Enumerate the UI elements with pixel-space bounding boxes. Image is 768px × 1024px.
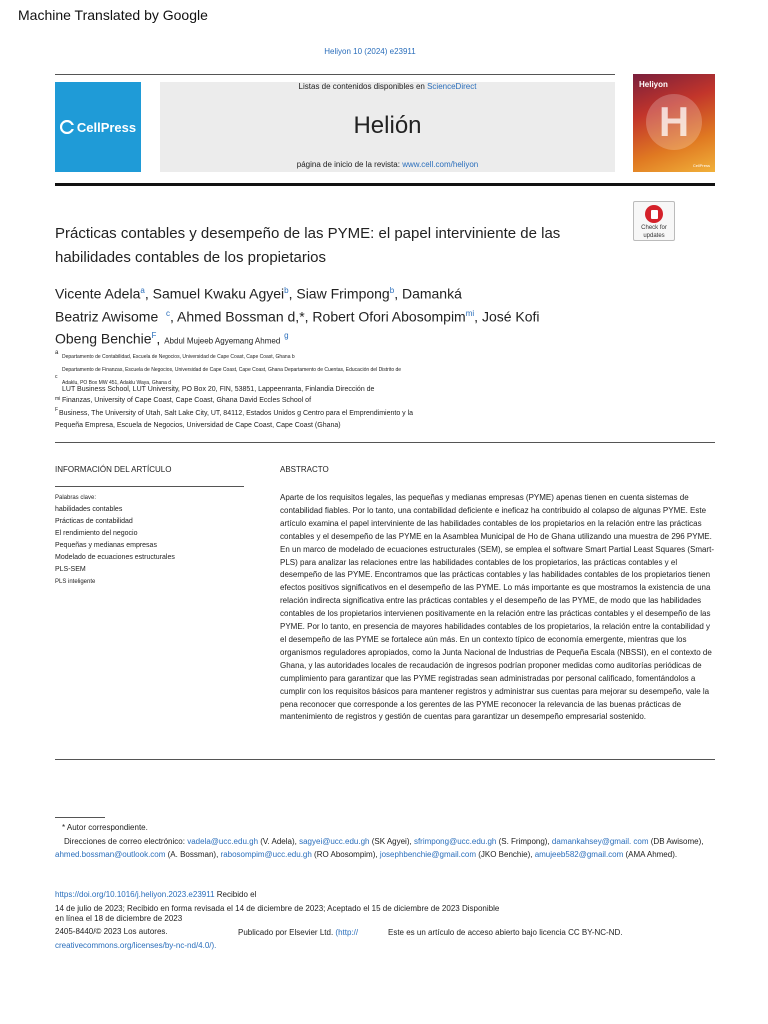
check-updates-line2: updates [643, 233, 665, 239]
affiliation-g: Pequeña Empresa, Escuela de Negocios, Universidad de Cape Coast, Cape Coast (Ghana) [55, 422, 341, 429]
rights-line: 2405-8440/© 2023 Los autores. [55, 927, 168, 936]
published-by-text: Publicado por Elsevier Ltd. [238, 928, 334, 937]
author-sup[interactable]: mi [465, 308, 475, 318]
email-owner: (JKO Benchie), [476, 849, 535, 859]
doi-line [55, 890, 256, 899]
affiliation-e-mark: mi [55, 396, 61, 402]
abstract-text: Aparte de los requisitos legales, las pequeñas y medianas empresas (PYME) apenas tienen en cuenta sistemas de contabilidad fiables. Por lo tanto, una contabilidad deficiente e ineficaz ha contribuido al colapso de algunas PYME. Este artículo examina el papel interviniente de las habilidades contables de los propietarios en la relación entre las prácticas contables y el desempeño de las PYME en la Asamblea Municipal de Ho de Ghana utilizando una muestra de 296 PYME. En un marco de modelado de ecuaciones estructurales (SEM), se emplea el software Smart Partial Least Squares (Smart-PLS) para analizar las relaciones entre las habilidades contables de los propietarios, las prácticas contables y el desempeño de las PYME. Encontramos que las prácticas contables y las habilidades contables de los propietarios tienen efectos positivos significativos en el desempeño de las PYME. Lo más importante es que mostramos la existencia de una relación indirecta significativa entre las prácticas contables y el desempeño de las PYME, de modo que las habilidades contables de los propietarios intervienen positivamente en la relación entre las prácticas contables y el desempeño de las PYME. Por lo tanto, en presencia de mayores habilidades contables de los propietarios, la relación entre la contabilidad y el desempeño de las PYME se fortalece aún más. En un contexto típico de economía emergente, mientras que los organismos reguladores apropiados, como la Junta Nacional de Industrias de Pequeña Escala (NBSSI), en el contexto de Ghana, y las autoridades locales de recaudación de ingresos podrían proponer medidas como auditorías periódicas de cumplimiento para garantizar que las PYME registradas sean administradas por personal calificado, fomentándolos a cumplir con los requisitos básicos para mantener registros y administrar sus cuentas para mejorar su desempeño, vale la pena reconocer que corresponde a los gerentes de las PYME reconocer la relevancia de las buenas prácticas de mantenimiento de registros y gestión de cuentas para garantizar un desempeño empresarial sostenido. [280, 493, 714, 722]
keyword-item: PLS-SEM [55, 566, 86, 573]
author-name[interactable]: , Siaw Frimpong [288, 285, 390, 302]
abstract-end-rule [55, 759, 715, 760]
author-sup[interactable]: F [151, 331, 157, 341]
affiliation-a: Departamento de Contabilidad, Escuela de Negocios, Universidad de Cape Coast, Cape Coast, Ghana b [62, 354, 295, 360]
sciencedirect-link[interactable]: ScienceDirect [427, 82, 477, 91]
email-owner: (SK Agyei), [369, 837, 414, 846]
journal-name: Helión [353, 112, 422, 139]
affiliation-d: LUT Business School, LUT University, PO Box 20, FIN, 53851, Lappeenranta, Finlandia Dirección de [62, 386, 375, 393]
cover-letter: H [658, 98, 690, 145]
author-name[interactable]: , Damanká [394, 285, 462, 302]
footnote-rule [55, 817, 105, 818]
received-prefix: Recibido el [216, 890, 257, 899]
affiliation-c: Adaklu, PO Box MW 451, Adaklu Waya, Ghana d [62, 380, 172, 386]
abstract-heading: ABSTRACTO [280, 465, 329, 474]
affiliation-c-mark: c [55, 374, 58, 380]
cellpress-mark-icon [60, 120, 74, 134]
machine-translated-banner: Machine Translated by Google [18, 7, 208, 23]
email-link[interactable]: amujeeb582@gmail.com [534, 849, 624, 859]
keyword-item: Pequeñas y medianas empresas [55, 542, 157, 549]
email-link[interactable]: josephbenchie@gmail.com [379, 849, 476, 859]
author-sup[interactable]: a [140, 286, 145, 295]
header-thick-rule [55, 183, 715, 186]
homepage-link[interactable]: www.cell.com/heliyon [402, 160, 479, 169]
affiliation-b: Departamento de Finanzas, Escuela de Negocios, Universidad de Cape Coast, Cape Coast, Ghana Departamento de Cuentas, Educación del Distrito de [62, 367, 402, 373]
journal-cover[interactable] [633, 74, 715, 172]
article-title: Prácticas contables y desempeño de las PYME: el papel interviniente de las habilidades contables de los propietarios [55, 225, 561, 266]
emails-prefix: Direcciones de correo electrónico: [64, 837, 185, 846]
keywords-block [55, 492, 245, 588]
author-sup[interactable]: g [284, 331, 289, 341]
email-link[interactable]: sfrimpong@ucc.edu.gh [413, 837, 497, 846]
contents-prefix: Listas de contenidos disponibles en [298, 82, 425, 91]
email-addresses [55, 836, 715, 861]
journal-citation[interactable]: Heliyon 10 (2024) e23911 [324, 47, 416, 56]
affiliation-f: Business, The University of Utah, Salt Lake City, UT, 84112, Estados Unidos g Centro para el Emprendimiento y la [59, 410, 414, 417]
dates-line: 14 de julio de 2023; Recibido en forma revisada el 14 de diciembre de 2023; Aceptado el 15 de diciembre de 2023 Disponible [55, 904, 500, 913]
email-link[interactable]: rabosompim@ucc.edu.gh [220, 849, 312, 859]
author-sup[interactable]: b [284, 286, 289, 295]
license-url-link[interactable]: creativecommons.org/licenses/by-nc-nd/4.0/). [55, 941, 217, 950]
affiliation-f-mark: F [55, 407, 59, 413]
email-link[interactable]: sagyei@ucc.edu.gh [299, 837, 370, 846]
keyword-item: Modelado de ecuaciones estructurales [55, 554, 175, 561]
license-text: Este es un artículo de acceso abierto bajo licencia CC BY-NC-ND. [388, 928, 623, 937]
homepage-prefix: página de inicio de la revista: [296, 160, 400, 169]
cover-emblem [646, 94, 702, 150]
email-owner: (V. Adela), [258, 837, 300, 846]
bookmark-icon [645, 205, 663, 223]
doi-link[interactable]: https://doi.org/10.1016/j.heliyon.2023.e23911 [55, 890, 215, 899]
email-owner: (RO Abosompim), [311, 849, 380, 859]
affiliation-a-mark: a [55, 350, 59, 356]
email-link[interactable]: vadela@ucc.edu.gh [187, 837, 259, 846]
email-owner: (DB Awisome), [648, 837, 704, 846]
cover-publisher: CellPress [692, 163, 710, 168]
author-name[interactable]: Obeng Benchie [55, 330, 152, 347]
author-separator: , [156, 330, 161, 347]
journal-header-box [160, 82, 615, 172]
license-link-start[interactable]: (http:// [335, 928, 359, 937]
author-name[interactable]: , Ahmed Bossman d,* [170, 308, 305, 325]
author-name[interactable]: Beatriz Awisome [55, 308, 159, 325]
keywords-label: Palabras clave: [55, 495, 97, 501]
author-list [55, 281, 635, 351]
keyword-item: Prácticas de contabilidad [55, 518, 133, 525]
affiliation-e: Finanzas, University of Cape Coast, Cape Coast, Ghana David Eccles School of [62, 397, 312, 404]
keyword-item: El rendimiento del negocio [55, 530, 138, 537]
author-name[interactable]: Abdul Mujeeb Agyemang Ahmed [164, 336, 281, 346]
cellpress-logo[interactable] [55, 82, 141, 172]
license-url-line [55, 941, 216, 950]
email-link[interactable]: ahmed.bossman@outlook.com [55, 849, 166, 859]
homepage-line [160, 160, 615, 169]
email-link[interactable]: damankahsey@gmail. com [551, 837, 649, 846]
header-rule [55, 74, 615, 75]
contents-line [160, 82, 615, 91]
author-sup[interactable]: b [389, 286, 395, 295]
author-name[interactable]: Vicente Adela [55, 285, 141, 302]
published-by [238, 928, 358, 937]
keyword-item: PLS inteligente [55, 579, 96, 585]
article-info-heading: INFORMACIÓN DEL ARTÍCULO [55, 465, 172, 474]
email-owner: (AMA Ahmed). [623, 849, 678, 859]
author-sup[interactable]: c [166, 308, 171, 318]
corresponding-author-note: * Autor correspondiente. [62, 823, 148, 832]
cellpress-logo-text: CellPress [76, 119, 137, 135]
author-name[interactable]: , Robert Ofori Abosompim [304, 308, 466, 325]
email-owner: (A. Bossman), [165, 849, 221, 859]
author-name[interactable]: , Samuel Kwaku Agyei [144, 285, 285, 302]
section-rule [55, 442, 715, 443]
check-updates-line1: Check for [641, 225, 667, 231]
cover-title: Heliyon [639, 80, 668, 89]
article-info-rule [55, 486, 244, 487]
online-line: en línea el 18 de diciembre de 2023 [55, 914, 183, 923]
keyword-item: habilidades contables [55, 506, 123, 513]
check-for-updates-button[interactable] [633, 201, 675, 241]
email-owner: (S. Frimpong), [496, 837, 552, 846]
author-name[interactable]: , José Kofi [474, 308, 540, 325]
